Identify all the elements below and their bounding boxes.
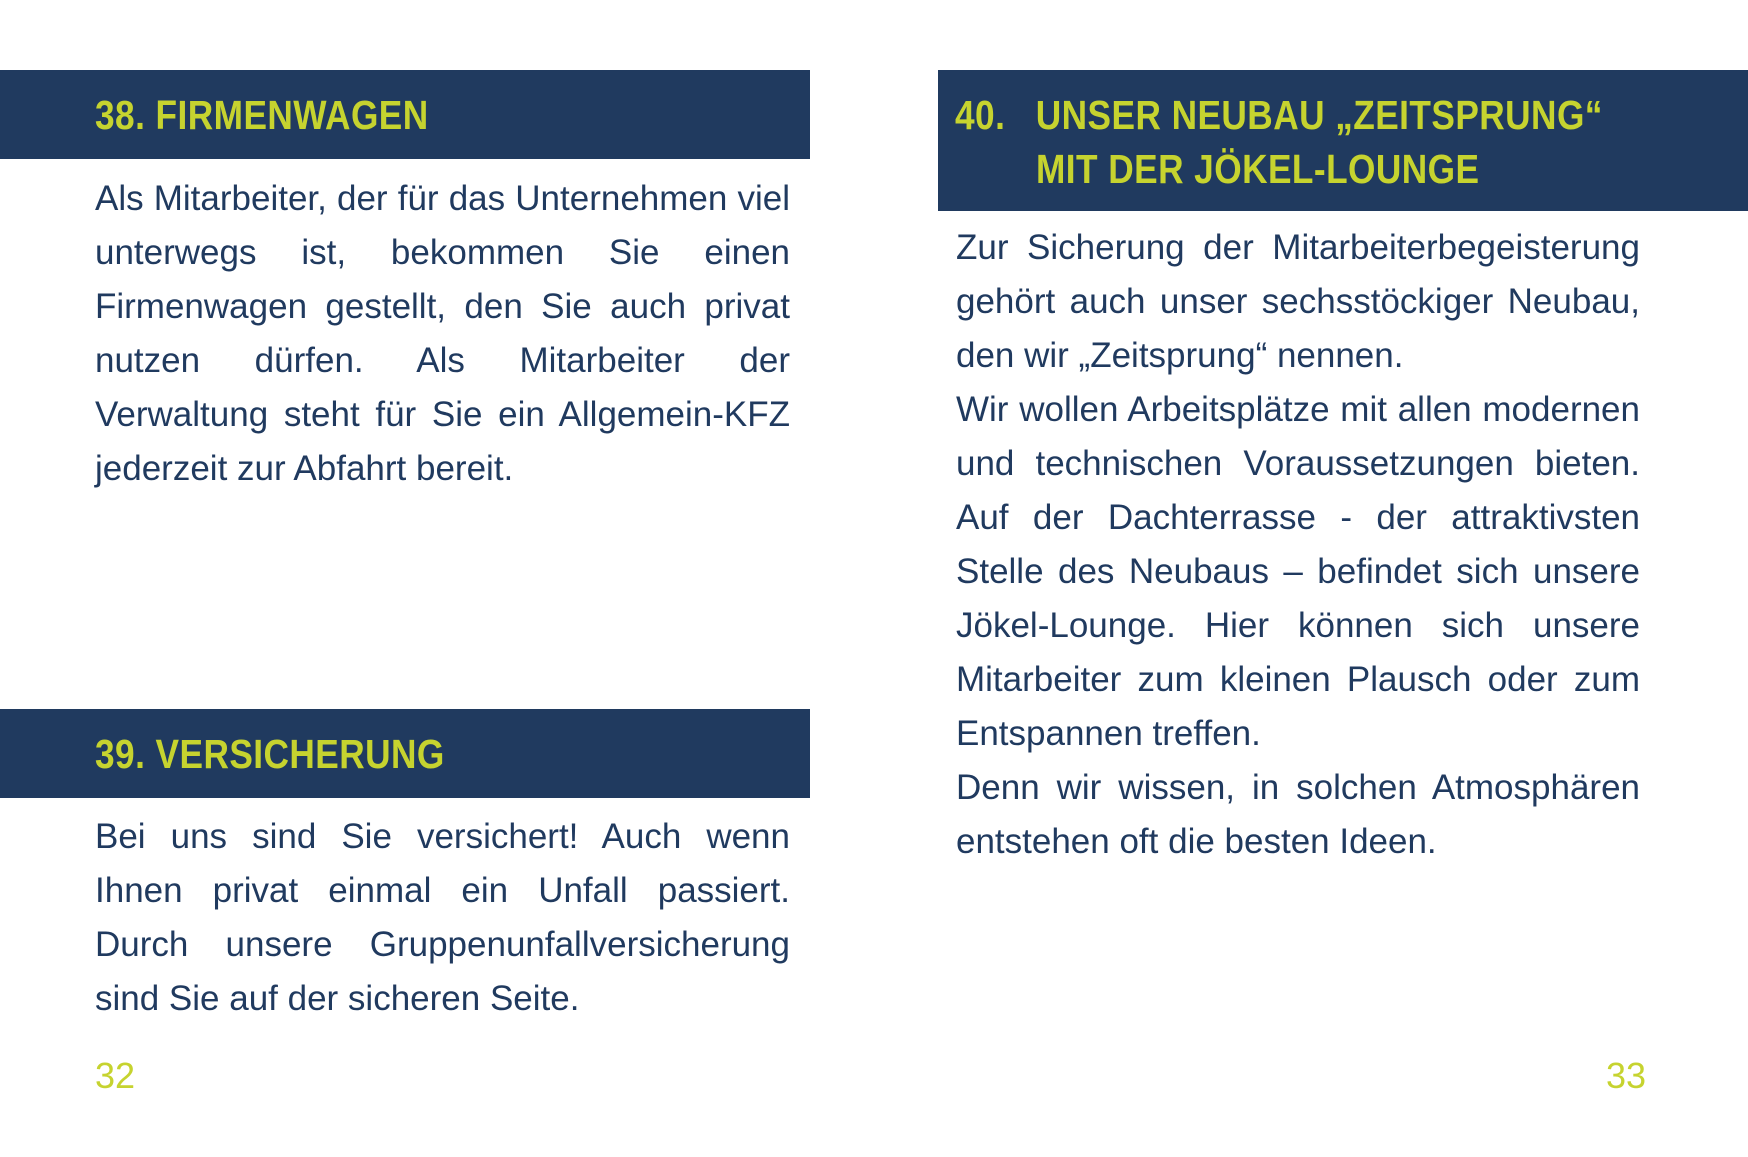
section-39-body [95, 810, 790, 1026]
section-38-paragraph: Als Mitarbeiter, der für das Unternehmen viel unterwegs ist, bekommen Sie einen Firmenwagen gestellt, den Sie auch privat nutzen dürfen. Als Mitarbeiter der Verwaltung steht für Sie ein Allgemein-KFZ jederzeit zur Abfahrt bereit. [95, 179, 790, 488]
section-40-title-line1: UNSER NEUBAU „ZEITSPRUNG“ [1035, 92, 1603, 138]
section-39-paragraph: Bei uns sind Sie versichert! Auch wenn Ihnen privat einmal ein Unfall passiert. Durch unsere Gruppenunfallversicherung sind Sie auf der sicheren Seite. [95, 817, 790, 1018]
section-40-paragraph-2: Wir wollen Arbeitsplätze mit allen modernen und technischen Voraussetzungen bieten. Auf der Dachterrasse - der attraktivsten Stelle des Neubaus – befindet sich unsere Jökel-Lounge. Hier können sich unsere Mitarbeiter zum kleinen Plausch oder zum Entspannen treffen. [956, 390, 1640, 753]
section-40-paragraph-1: Zur Sicherung der Mitarbeiterbegeisterung gehört auch unser sechsstöckiger Neubau, den wir „Zeitsprung“ nennen. [956, 228, 1640, 375]
section-39-title: VERSICHERUNG [155, 731, 445, 777]
section-40-paragraph-3: Denn wir wissen, in solchen Atmosphären entstehen oft die besten Ideen. [956, 768, 1640, 861]
section-40-body [956, 221, 1640, 869]
section-38-title: FIRMENWAGEN [155, 92, 429, 138]
section-40-heading [955, 87, 1603, 143]
section-40-number: 40. [955, 92, 1006, 138]
page-number-right: 33 [1606, 1055, 1647, 1096]
section-39-heading [95, 726, 445, 782]
section-38-body [95, 172, 790, 496]
section-38-heading [95, 87, 429, 143]
page-number-left: 32 [95, 1055, 136, 1096]
section-38-number: 38. [95, 92, 146, 138]
section-39-number: 39. [95, 731, 146, 777]
section-40-title-line2: MIT DER JÖKEL-LOUNGE [1036, 146, 1480, 192]
section-40-heading-line2 [1036, 141, 1479, 197]
